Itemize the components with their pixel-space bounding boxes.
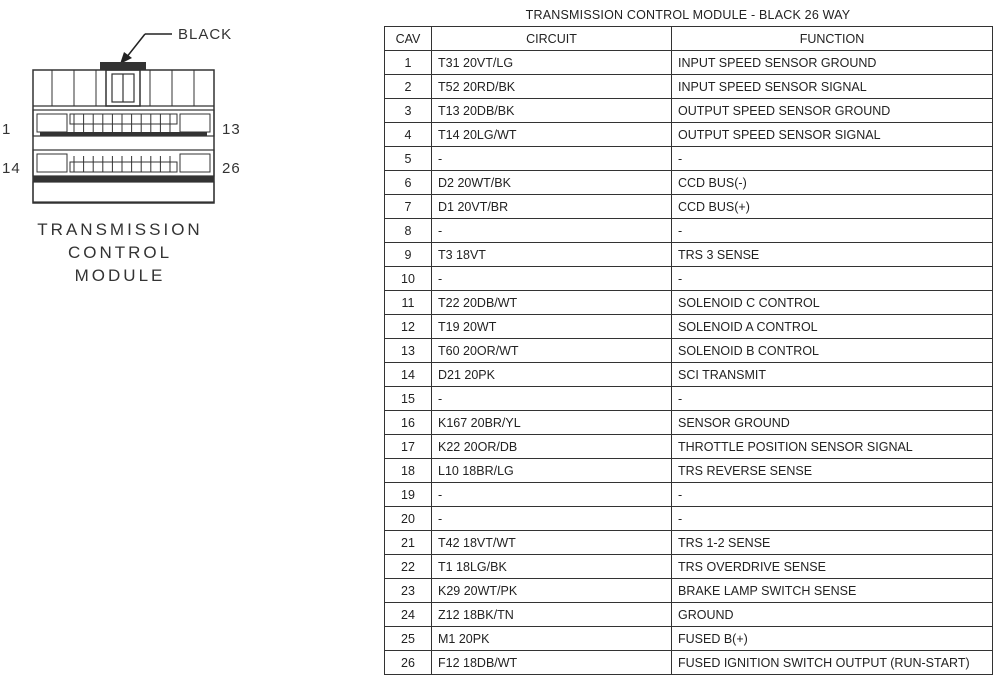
cav-cell: 1: [385, 51, 432, 75]
table-row: [385, 627, 993, 651]
cav-cell: 3: [385, 99, 432, 123]
circuit-cell: T19 20WT: [432, 315, 672, 339]
function-cell: SOLENOID B CONTROL: [672, 339, 993, 363]
cav-cell: 17: [385, 435, 432, 459]
function-cell: THROTTLE POSITION SENSOR SIGNAL: [672, 435, 993, 459]
table-row: [385, 531, 993, 555]
connector-color-label: BLACK: [178, 26, 233, 43]
pinout-table: [384, 26, 993, 675]
cav-cell: 11: [385, 291, 432, 315]
circuit-cell: -: [432, 387, 672, 411]
pin-label-13: 13: [222, 121, 241, 138]
circuit-cell: T31 20VT/LG: [432, 51, 672, 75]
function-cell: BRAKE LAMP SWITCH SENSE: [672, 579, 993, 603]
cav-cell: 5: [385, 147, 432, 171]
table-row: [385, 363, 993, 387]
cav-cell: 8: [385, 219, 432, 243]
circuit-cell: T13 20DB/BK: [432, 99, 672, 123]
module-name-line-1: TRANSMISSION: [37, 220, 203, 239]
header-circuit: CIRCUIT: [432, 27, 672, 51]
function-cell: TRS REVERSE SENSE: [672, 459, 993, 483]
table-row: [385, 75, 993, 99]
circuit-cell: L10 18BR/LG: [432, 459, 672, 483]
cav-cell: 23: [385, 579, 432, 603]
circuit-cell: T14 20LG/WT: [432, 123, 672, 147]
function-cell: OUTPUT SPEED SENSOR SIGNAL: [672, 123, 993, 147]
header-cav: CAV: [385, 27, 432, 51]
table-row: [385, 171, 993, 195]
circuit-cell: M1 20PK: [432, 627, 672, 651]
circuit-cell: T22 20DB/WT: [432, 291, 672, 315]
function-cell: INPUT SPEED SENSOR GROUND: [672, 51, 993, 75]
cav-cell: 24: [385, 603, 432, 627]
cav-cell: 19: [385, 483, 432, 507]
table-row: [385, 123, 993, 147]
cav-cell: 25: [385, 627, 432, 651]
pin-label-1: 1: [2, 121, 12, 138]
cav-cell: 10: [385, 267, 432, 291]
function-cell: TRS OVERDRIVE SENSE: [672, 555, 993, 579]
cav-cell: 4: [385, 123, 432, 147]
table-row: [385, 243, 993, 267]
circuit-cell: D2 20WT/BK: [432, 171, 672, 195]
table-row: [385, 459, 993, 483]
cav-cell: 13: [385, 339, 432, 363]
circuit-cell: T60 20OR/WT: [432, 339, 672, 363]
table-row: [385, 555, 993, 579]
circuit-cell: F12 18DB/WT: [432, 651, 672, 675]
circuit-cell: -: [432, 483, 672, 507]
table-header-row: [385, 27, 993, 51]
table-row: [385, 579, 993, 603]
table-row: [385, 315, 993, 339]
circuit-cell: -: [432, 267, 672, 291]
cav-cell: 26: [385, 651, 432, 675]
table-row: [385, 603, 993, 627]
function-cell: TRS 1-2 SENSE: [672, 531, 993, 555]
cav-cell: 2: [385, 75, 432, 99]
pinout-table-section: [384, 4, 992, 675]
table-row: [385, 51, 993, 75]
function-cell: GROUND: [672, 603, 993, 627]
function-cell: -: [672, 507, 993, 531]
table-row: [385, 387, 993, 411]
connector-diagram: [0, 0, 260, 300]
function-cell: CCD BUS(+): [672, 195, 993, 219]
pin-label-26: 26: [222, 160, 241, 177]
circuit-cell: Z12 18BK/TN: [432, 603, 672, 627]
cav-cell: 7: [385, 195, 432, 219]
function-cell: SCI TRANSMIT: [672, 363, 993, 387]
cav-cell: 15: [385, 387, 432, 411]
circuit-cell: -: [432, 147, 672, 171]
circuit-cell: T3 18VT: [432, 243, 672, 267]
header-function: FUNCTION: [672, 27, 993, 51]
table-body: [385, 51, 993, 675]
circuit-cell: K22 20OR/DB: [432, 435, 672, 459]
table-title: TRANSMISSION CONTROL MODULE - BLACK 26 WAY: [525, 8, 851, 22]
cav-cell: 9: [385, 243, 432, 267]
circuit-cell: D1 20VT/BR: [432, 195, 672, 219]
function-cell: SENSOR GROUND: [672, 411, 993, 435]
function-cell: SOLENOID C CONTROL: [672, 291, 993, 315]
cav-cell: 14: [385, 363, 432, 387]
function-cell: CCD BUS(-): [672, 171, 993, 195]
table-row: [385, 99, 993, 123]
table-row: [385, 651, 993, 675]
function-cell: -: [672, 267, 993, 291]
cav-cell: 21: [385, 531, 432, 555]
function-cell: OUTPUT SPEED SENSOR GROUND: [672, 99, 993, 123]
cav-cell: 18: [385, 459, 432, 483]
circuit-cell: K167 20BR/YL: [432, 411, 672, 435]
circuit-cell: K29 20WT/PK: [432, 579, 672, 603]
function-cell: FUSED IGNITION SWITCH OUTPUT (RUN-START): [672, 651, 993, 675]
function-cell: SOLENOID A CONTROL: [672, 315, 993, 339]
circuit-cell: T52 20RD/BK: [432, 75, 672, 99]
function-cell: TRS 3 SENSE: [672, 243, 993, 267]
cav-cell: 12: [385, 315, 432, 339]
function-cell: -: [672, 219, 993, 243]
circuit-cell: -: [432, 507, 672, 531]
cav-cell: 20: [385, 507, 432, 531]
module-name: [30, 218, 210, 287]
table-row: [385, 267, 993, 291]
pin-label-14: 14: [2, 160, 21, 177]
circuit-cell: -: [432, 219, 672, 243]
cav-cell: 22: [385, 555, 432, 579]
circuit-cell: D21 20PK: [432, 363, 672, 387]
module-name-line-3: MODULE: [74, 266, 166, 285]
table-row: [385, 195, 993, 219]
table-row: [385, 339, 993, 363]
table-row: [385, 435, 993, 459]
circuit-cell: T1 18LG/BK: [432, 555, 672, 579]
function-cell: -: [672, 483, 993, 507]
module-name-line-2: CONTROL: [67, 243, 173, 262]
table-row: [385, 483, 993, 507]
function-cell: INPUT SPEED SENSOR SIGNAL: [672, 75, 993, 99]
table-row: [385, 291, 993, 315]
cav-cell: 6: [385, 171, 432, 195]
table-row: [385, 507, 993, 531]
function-cell: -: [672, 147, 993, 171]
circuit-cell: T42 18VT/WT: [432, 531, 672, 555]
table-row: [385, 219, 993, 243]
function-cell: -: [672, 387, 993, 411]
function-cell: FUSED B(+): [672, 627, 993, 651]
table-row: [385, 147, 993, 171]
cav-cell: 16: [385, 411, 432, 435]
table-row: [385, 411, 993, 435]
